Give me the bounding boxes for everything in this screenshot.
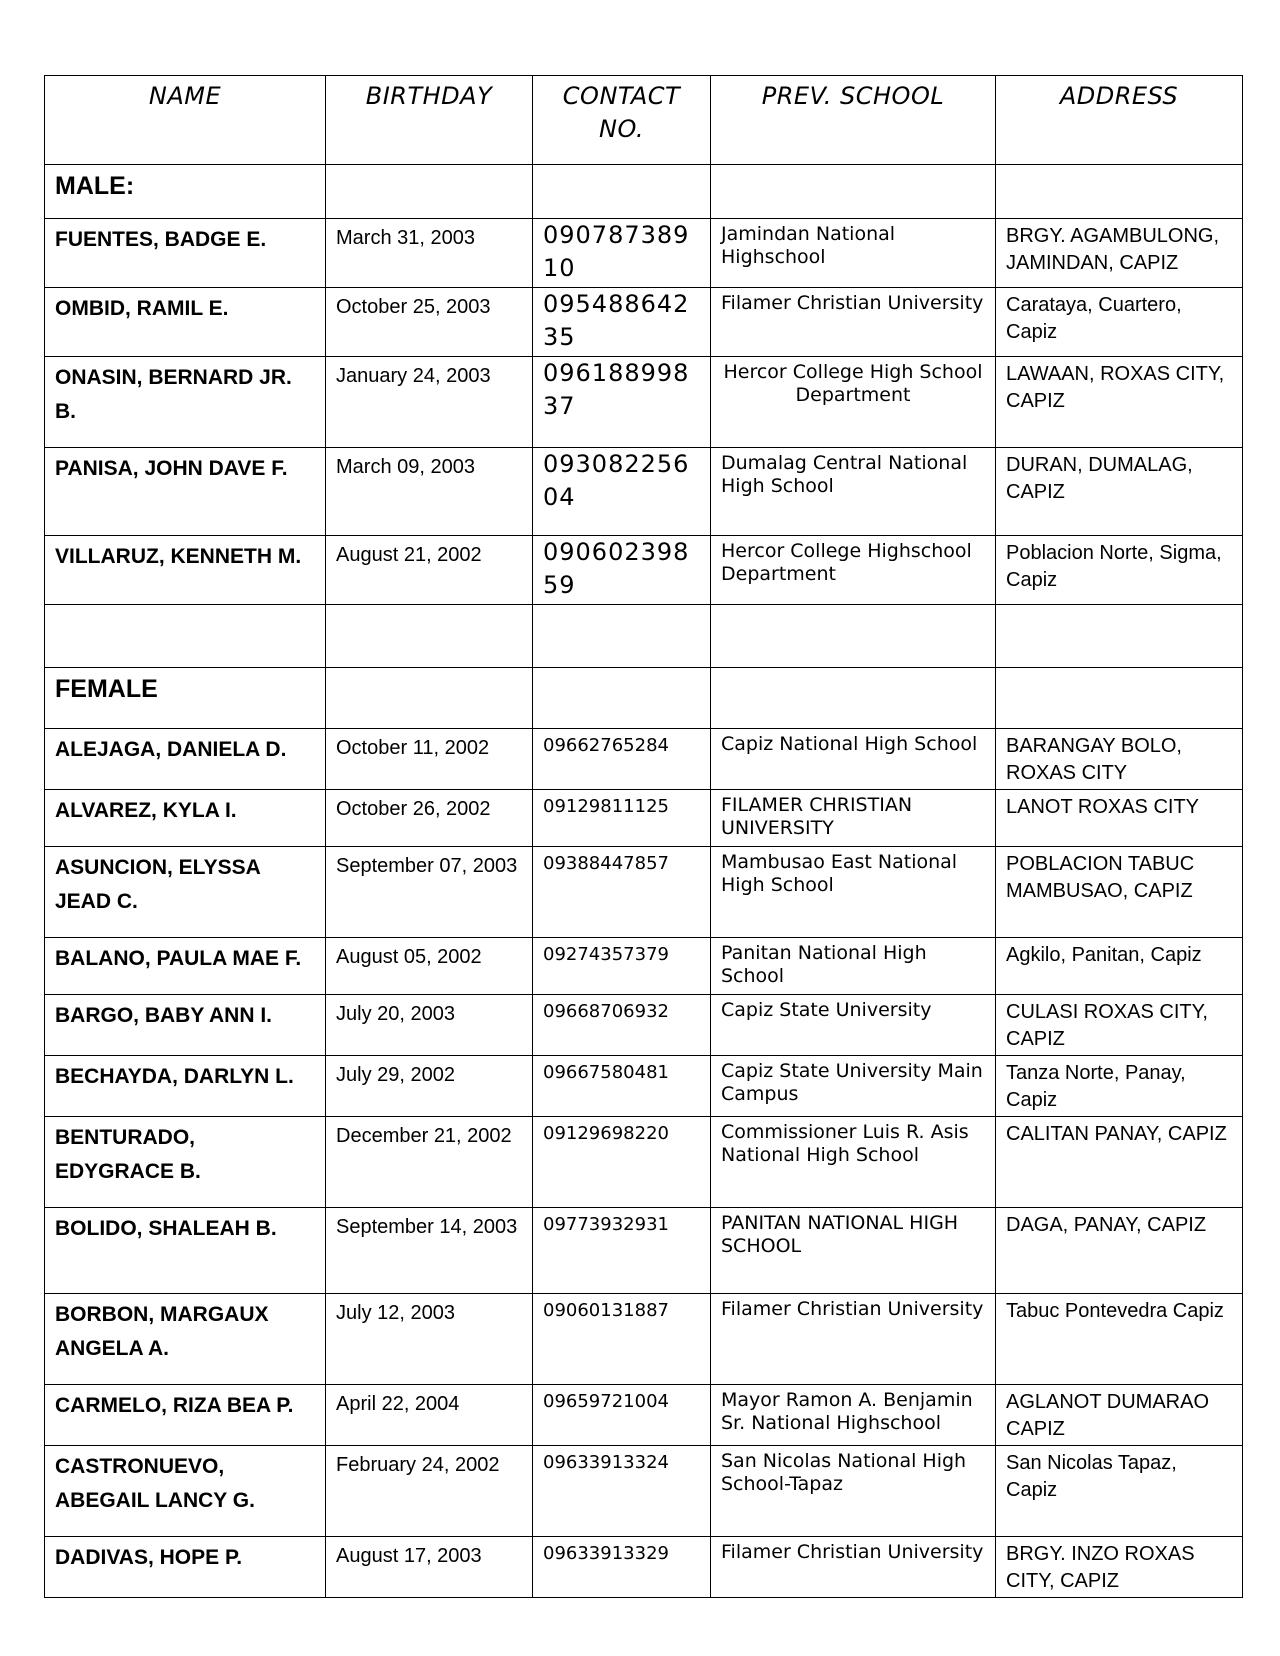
student-address: Agkilo, Panitan, Capiz xyxy=(996,938,1243,995)
student-birthday: March 31, 2003 xyxy=(326,219,533,288)
table-row xyxy=(45,1446,1243,1537)
student-contact: 09388447857 xyxy=(533,847,711,938)
student-birthday: August 05, 2002 xyxy=(326,938,533,995)
student-birthday: February 24, 2002 xyxy=(326,1446,533,1537)
student-prev-school: Mayor Ramon A. Benjamin Sr. National Highschool xyxy=(711,1385,996,1446)
student-name: BOLIDO, SHALEAH B. xyxy=(45,1208,326,1294)
student-contact: 09668706932 xyxy=(533,995,711,1056)
table-row xyxy=(45,1208,1243,1294)
student-address: DURAN, DUMALAG, CAPIZ xyxy=(996,448,1243,536)
student-birthday: December 21, 2002 xyxy=(326,1117,533,1208)
table-row xyxy=(45,219,1243,288)
student-contact: 09633913329 xyxy=(533,1537,711,1598)
student-prev-school: Panitan National High School xyxy=(711,938,996,995)
female-section-row xyxy=(45,668,1243,729)
student-roster-table xyxy=(44,75,1243,1598)
student-contact: 09773932931 xyxy=(533,1208,711,1294)
student-prev-school: Capiz State University Main Campus xyxy=(711,1056,996,1117)
student-contact: 09129811125 xyxy=(533,790,711,847)
student-birthday: September 14, 2003 xyxy=(326,1208,533,1294)
table-row xyxy=(45,847,1243,938)
table-row xyxy=(45,1537,1243,1598)
student-contact: 09078738910 xyxy=(533,219,711,288)
header-address: ADDRESS xyxy=(996,76,1243,165)
student-birthday: July 20, 2003 xyxy=(326,995,533,1056)
student-prev-school: Filamer Christian University xyxy=(711,1294,996,1385)
student-address: AGLANOT DUMARAO CAPIZ xyxy=(996,1385,1243,1446)
student-prev-school: Hercor College High School Department xyxy=(711,357,996,448)
student-address: DAGA, PANAY, CAPIZ xyxy=(996,1208,1243,1294)
table-row xyxy=(45,448,1243,536)
student-contact: 09548864235 xyxy=(533,288,711,357)
table-row xyxy=(45,1056,1243,1117)
student-prev-school: Hercor College Highschool Department xyxy=(711,536,996,605)
student-birthday: April 22, 2004 xyxy=(326,1385,533,1446)
student-name: BECHAYDA, DARLYN L. xyxy=(45,1056,326,1117)
student-name: PANISA, JOHN DAVE F. xyxy=(45,448,326,536)
female-section-label: FEMALE xyxy=(45,668,326,729)
student-contact: 09060131887 xyxy=(533,1294,711,1385)
student-contact: 09618899837 xyxy=(533,357,711,448)
student-prev-school: Dumalag Central National High School xyxy=(711,448,996,536)
student-birthday: July 12, 2003 xyxy=(326,1294,533,1385)
table-row xyxy=(45,938,1243,995)
student-address: BRGY. INZO ROXAS CITY, CAPIZ xyxy=(996,1537,1243,1598)
student-name: BALANO, PAULA MAE F. xyxy=(45,938,326,995)
student-name: ALVAREZ, KYLA I. xyxy=(45,790,326,847)
student-birthday: January 24, 2003 xyxy=(326,357,533,448)
student-contact: 09633913324 xyxy=(533,1446,711,1537)
table-row xyxy=(45,288,1243,357)
student-prev-school: PANITAN NATIONAL HIGH SCHOOL xyxy=(711,1208,996,1294)
student-prev-school: FILAMER CHRISTIAN UNIVERSITY xyxy=(711,790,996,847)
student-prev-school: Filamer Christian University xyxy=(711,1537,996,1598)
student-prev-school: Filamer Christian University xyxy=(711,288,996,357)
student-address: San Nicolas Tapaz, Capiz xyxy=(996,1446,1243,1537)
student-birthday: October 25, 2003 xyxy=(326,288,533,357)
student-contact: 09662765284 xyxy=(533,729,711,790)
student-address: POBLACION TABUC MAMBUSAO, CAPIZ xyxy=(996,847,1243,938)
student-name: CASTRONUEVO, ABEGAIL LANCY G. xyxy=(45,1446,326,1537)
student-contact: 09667580481 xyxy=(533,1056,711,1117)
student-contact: 09129698220 xyxy=(533,1117,711,1208)
student-birthday: August 17, 2003 xyxy=(326,1537,533,1598)
table-row xyxy=(45,1294,1243,1385)
table-row xyxy=(45,1385,1243,1446)
table-row xyxy=(45,1117,1243,1208)
student-name: OMBID, RAMIL E. xyxy=(45,288,326,357)
student-name: CARMELO, RIZA BEA P. xyxy=(45,1385,326,1446)
male-section-row xyxy=(45,165,1243,219)
student-birthday: October 11, 2002 xyxy=(326,729,533,790)
student-birthday: October 26, 2002 xyxy=(326,790,533,847)
student-name: ASUNCION, ELYSSA JEAD C. xyxy=(45,847,326,938)
student-address: BARANGAY BOLO, ROXAS CITY xyxy=(996,729,1243,790)
student-name: BARGO, BABY ANN I. xyxy=(45,995,326,1056)
table-row xyxy=(45,995,1243,1056)
header-contact: CONTACT NO. xyxy=(533,76,711,165)
student-contact: 09060239859 xyxy=(533,536,711,605)
student-address: CALITAN PANAY, CAPIZ xyxy=(996,1117,1243,1208)
student-prev-school: Capiz National High School xyxy=(711,729,996,790)
student-prev-school: Capiz State University xyxy=(711,995,996,1056)
student-prev-school: Commissioner Luis R. Asis National High School xyxy=(711,1117,996,1208)
table-row xyxy=(45,729,1243,790)
student-name: VILLARUZ, KENNETH M. xyxy=(45,536,326,605)
student-address: Tabuc Pontevedra Capiz xyxy=(996,1294,1243,1385)
student-birthday: March 09, 2003 xyxy=(326,448,533,536)
student-contact: 09308225604 xyxy=(533,448,711,536)
student-name: BORBON, MARGAUX ANGELA A. xyxy=(45,1294,326,1385)
header-prev-school: PREV. SCHOOL xyxy=(711,76,996,165)
header-name: NAME xyxy=(45,76,326,165)
table-row xyxy=(45,357,1243,448)
student-address: Tanza Norte, Panay, Capiz xyxy=(996,1056,1243,1117)
male-section-label: MALE: xyxy=(45,165,326,219)
header-row xyxy=(45,76,1243,165)
table-row xyxy=(45,536,1243,605)
student-prev-school: Jamindan National Highschool xyxy=(711,219,996,288)
student-address: Carataya, Cuartero, Capiz xyxy=(996,288,1243,357)
student-prev-school: San Nicolas National High School-Tapaz xyxy=(711,1446,996,1537)
empty-spacer-row xyxy=(45,605,1243,668)
student-name: ALEJAGA, DANIELA D. xyxy=(45,729,326,790)
student-birthday: September 07, 2003 xyxy=(326,847,533,938)
student-name: DADIVAS, HOPE P. xyxy=(45,1537,326,1598)
student-address: Poblacion Norte, Sigma, Capiz xyxy=(996,536,1243,605)
student-birthday: August 21, 2002 xyxy=(326,536,533,605)
student-contact: 09659721004 xyxy=(533,1385,711,1446)
student-name: ONASIN, BERNARD JR. B. xyxy=(45,357,326,448)
student-contact: 09274357379 xyxy=(533,938,711,995)
header-birthday: BIRTHDAY xyxy=(326,76,533,165)
student-name: BENTURADO, EDYGRACE B. xyxy=(45,1117,326,1208)
student-address: BRGY. AGAMBULONG, JAMINDAN, CAPIZ xyxy=(996,219,1243,288)
student-name: FUENTES, BADGE E. xyxy=(45,219,326,288)
student-address: CULASI ROXAS CITY, CAPIZ xyxy=(996,995,1243,1056)
student-prev-school: Mambusao East National High School xyxy=(711,847,996,938)
student-address: LAWAAN, ROXAS CITY, CAPIZ xyxy=(996,357,1243,448)
student-birthday: July 29, 2002 xyxy=(326,1056,533,1117)
student-address: LANOT ROXAS CITY xyxy=(996,790,1243,847)
table-row xyxy=(45,790,1243,847)
